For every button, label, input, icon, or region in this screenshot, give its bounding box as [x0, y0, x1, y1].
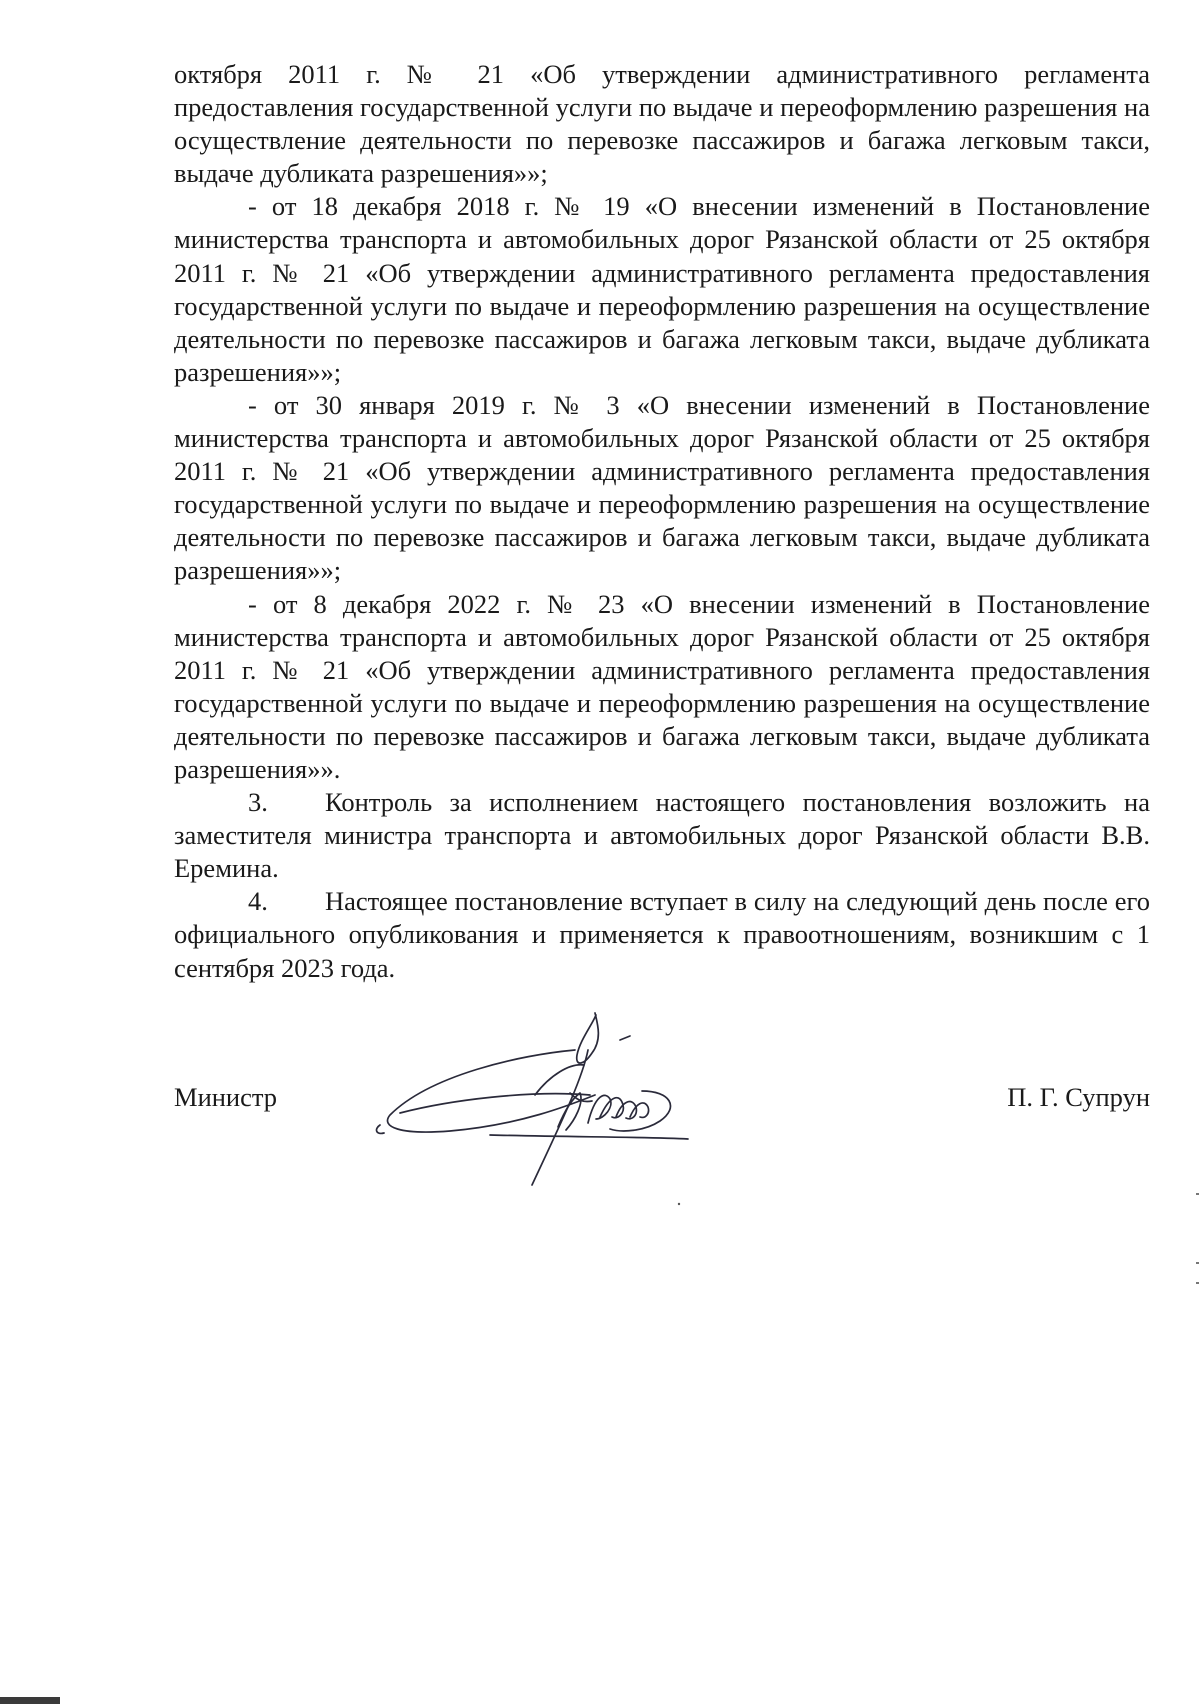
paragraph-text: Настоящее постановление вступает в силу на следующий день после его официального опубликования и применяется к правоотношениям, возникшим с 1 сентября 2023 года. [174, 886, 1150, 983]
paragraph-continuation: октября 2011 г. № 21 «Об утверждении административного регламента предоставления государственной услуги по выдаче и переоформлению разрешения на осуществление деятельности по перевозке пассажиров и багажа легковым такси, выдаче дубликата разрешения»»; [174, 59, 1150, 189]
document-body [174, 58, 1150, 985]
numbered-paragraph-3 [174, 786, 1150, 885]
signature-block [174, 1082, 1150, 1122]
signer-position: Министр [174, 1082, 278, 1112]
paragraph-amendment-2018: - от 18 декабря 2018 г. № 19 «О внесении изменений в Постановление министерства транспорта и автомобильных дорог Рязанской области от 25 октября 2011 г. № 21 «Об утверждении административного регламента предоставления государственной услуги по выдаче и переоформлению разрешения на осуществление деятельности по перевозке пассажиров и багажа легковым такси, выдаче дубликата разрешения»»; [174, 191, 1150, 387]
paragraph-amendment-2022: - от 8 декабря 2022 г. № 23 «О внесении изменений в Постановление министерства транспорта и автомобильных дорог Рязанской области от 25 октября 2011 г. № 21 «Об утверждении административного регламента предоставления государственной услуги по выдаче и переоформлению разрешения на осуществление деятельности по перевозке пассажиров и багажа легковым такси, выдаче дубликата разрешения»». [174, 588, 1150, 784]
signer-name: П. Г. Супрун [1007, 1082, 1150, 1112]
paragraph-number: 4. [248, 886, 268, 917]
numbered-paragraph-4 [174, 885, 1150, 984]
paragraph-amendment-2019: - от 30 января 2019 г. № 3 «О внесении изменений в Постановление министерства транспорта и автомобильных дорог Рязанской области от 25 октября 2011 г. № 21 «Об утверждении административного регламента предоставления государственной услуги по выдаче и переоформлению разрешения на осуществление деятельности по перевозке пассажиров и багажа легковым такси, выдаче дубликата разрешения»»; [174, 389, 1150, 586]
paragraph-text: Контроль за исполнением настоящего постановления возложить на заместителя министра транспорта и автомобильных дорог Рязанской области В.В. Еремина. [174, 787, 1150, 884]
paragraph-number: 3. [248, 787, 268, 818]
